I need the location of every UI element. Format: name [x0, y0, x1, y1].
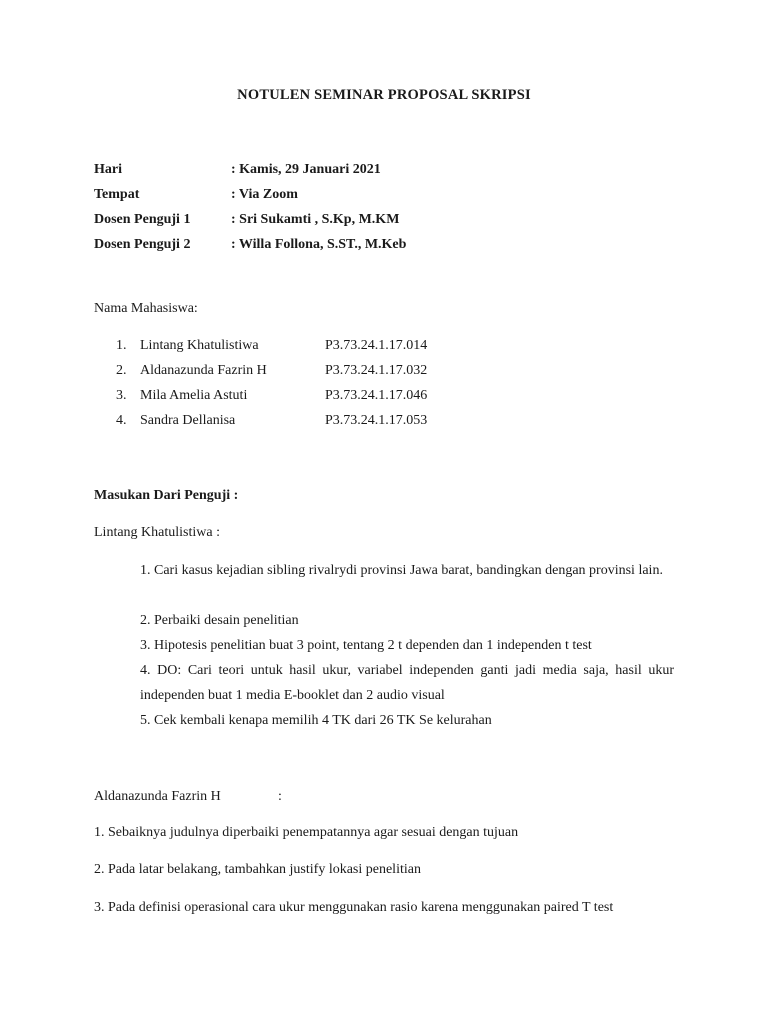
info-value: : Sri Sukamti , S.Kp, M.KM [231, 212, 400, 227]
section1-item-3: 3. Hipotesis penelitian buat 3 point, tentang 2 t dependen dan 1 independen t test [140, 638, 592, 653]
student-nim: P3.73.24.1.17.046 [325, 388, 428, 403]
section1-item-2: 2. Perbaiki desain penelitian [140, 613, 299, 628]
section1-item-1: 1. Cari kasus kejadian sibling rivalrydi provinsi Jawa barat, bandingkan dengan provinsi lain. [140, 563, 663, 578]
student-nim: P3.73.24.1.17.032 [325, 363, 428, 378]
student-nim: P3.73.24.1.17.014 [325, 338, 428, 353]
student-number: 2. [116, 363, 127, 378]
info-value: : Kamis, 29 Januari 2021 [231, 162, 381, 177]
info-label: Dosen Penguji 1 [94, 212, 191, 227]
feedback-heading: Masukan Dari Penguji : [94, 488, 239, 503]
section2-item-1: 1. Sebaiknya judulnya diperbaiki penempatannya agar sesuai dengan tujuan [94, 825, 519, 840]
document-title: NOTULEN SEMINAR PROPOSAL SKRIPSI [237, 87, 531, 103]
section1-heading: Lintang Khatulistiwa : [94, 525, 220, 540]
info-label: Tempat [94, 187, 140, 202]
student-name: Lintang Khatulistiwa [140, 338, 259, 353]
student-number: 1. [116, 338, 127, 353]
student-name: Sandra Dellanisa [140, 413, 236, 428]
student-name: Mila Amelia Astuti [140, 388, 248, 403]
student-number: 4. [116, 413, 127, 428]
info-value: : Via Zoom [231, 187, 298, 202]
info-label: Dosen Penguji 2 [94, 237, 191, 252]
section2-heading: Aldanazunda Fazrin H [94, 789, 221, 804]
students-heading: Nama Mahasiswa: [94, 301, 198, 316]
info-label: Hari [94, 162, 122, 177]
section2-heading-colon: : [278, 789, 282, 804]
student-name: Aldanazunda Fazrin H [140, 363, 267, 378]
section2-item-3: 3. Pada definisi operasional cara ukur menggunakan rasio karena menggunakan paired T test [94, 900, 614, 915]
section2-item-2: 2. Pada latar belakang, tambahkan justify lokasi penelitian [94, 862, 421, 877]
student-nim: P3.73.24.1.17.053 [325, 413, 428, 428]
section1-item-4: 4. DO: Cari teori untuk hasil ukur, variabel independen ganti jadi media saja, hasil ukur independen buat 1 media E-booklet dan 2 audio visual [140, 663, 674, 703]
student-number: 3. [116, 388, 127, 403]
info-value: : Willa Follona, S.ST., M.Keb [231, 237, 407, 252]
section1-item-5: 5. Cek kembali kenapa memilih 4 TK dari 26 TK Se kelurahan [140, 713, 492, 728]
